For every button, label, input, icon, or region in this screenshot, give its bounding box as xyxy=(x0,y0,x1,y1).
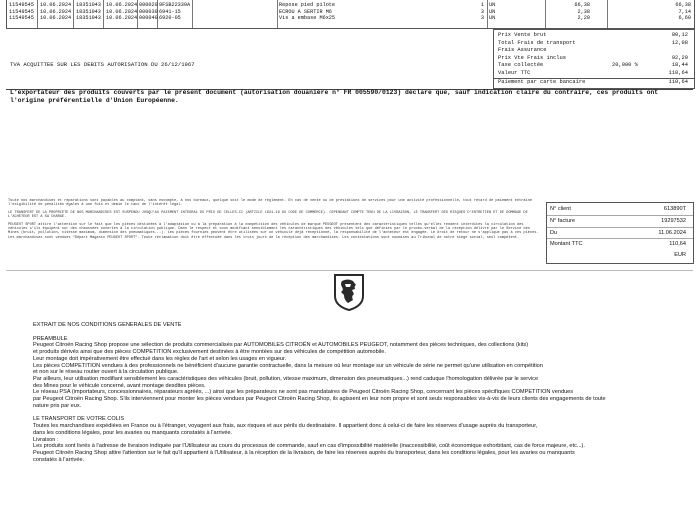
page-separator xyxy=(6,270,693,271)
totals-row xyxy=(494,40,694,47)
totals-label: Valeur TTC xyxy=(498,70,531,76)
totals-label: Total Frais de transport xyxy=(498,39,576,46)
totals-label: Paiement par carte bancaire xyxy=(498,78,586,85)
totals-row xyxy=(494,32,694,39)
line-cell-date-bl: 10.06.2024 xyxy=(40,2,72,8)
reference-label: N° facture xyxy=(550,218,575,225)
reference-label: Montant TTC xyxy=(550,241,583,248)
reference-value: 11.06.2024 xyxy=(658,229,686,236)
line-cell-cmd: 18351043 xyxy=(76,15,101,21)
reference-value: EUR xyxy=(674,251,686,258)
line-cell-pos: 000040 xyxy=(139,15,158,21)
transport-line: Toutes les marchandises expédiées en France ou à l'étranger, voyagent aux frais, aux risques et aux périls du destinataire. Il appartient donc à celui-ci de faire les réserves d'usage auprès du transporteur, xyxy=(33,423,538,430)
line-cell-price: 2,38 xyxy=(577,8,590,15)
totals-value: 18,44 xyxy=(671,62,688,69)
totals-label: Taxe collectée xyxy=(498,62,544,69)
line-cell-total: 6,60 xyxy=(678,15,691,21)
line-cell-total: 66,38 xyxy=(675,2,691,8)
line-cell-designation: Repose pied pilote xyxy=(279,2,336,8)
transport-line: dans les conditions légales, pour les avaries ou manquants constatés à l'arrivée. xyxy=(33,429,233,436)
totals-value: 92,20 xyxy=(671,54,688,61)
totals-label: Frais Assurance xyxy=(498,47,547,54)
preamble-line: nature pris par eux. xyxy=(33,402,82,409)
export-declaration: L'exportateur des produits couverts par le présent document (autorisation douanière n° FR 005590/0123) déclare que, sauf indication claire du contraire, ces produits ont l'origine préférentielle d'Union Européenne. xyxy=(10,89,659,104)
line-cell-ref: 9FSB22339A xyxy=(159,2,191,8)
invoice-lines-table xyxy=(6,0,695,29)
reference-label: Du xyxy=(550,229,558,236)
line-cell-date-bl: 10.06.2024 xyxy=(40,15,72,21)
line-cell-date-cmd: 10.06.2024 xyxy=(106,15,138,21)
preamble-line: Peugeot Citroën Racing Shop propose une sélection de produits commercialisés par AUTOMOBILES CITROËN et AUTOMOBILES PEUGEOT, notamment des pièces techniques, des collections (kits) xyxy=(33,342,529,349)
reference-row xyxy=(547,215,693,226)
reference-value: 110,64 xyxy=(669,241,686,248)
fine-print-paragraph: LE TRANSFERT DE LA PROPRIETE DE NOS MARCHANDISES EST SUSPENDU JUSQU'AU PAIEMENT INTEGRAL DU PRIX DE CELLES-CI (ARTICLE L624-16 DU CODE DE COMMERCE). CEPENDANT COMPTE TENU DE LA LIVRAISON, LE TRANSFERT DES RISQUES D'ENTRETIEN ET DE DOMMAGE DE L'ACHETEUR EST A SA CHARGE. xyxy=(8,210,528,220)
line-cell-designation: ECROU A SERTIR M6 xyxy=(279,8,332,15)
line-cell-unit: UN xyxy=(489,15,496,21)
transport-heading: LE TRANSPORT DE VOTRE COLIS xyxy=(33,416,125,423)
reference-label: N° client xyxy=(550,206,571,212)
line-cell-qty: 1 xyxy=(480,2,484,8)
reference-value: 19297532 xyxy=(661,218,686,225)
totals-label: Prix Vte Frais inclus xyxy=(498,54,566,61)
totals-label: Prix Vente brut xyxy=(498,32,547,38)
reference-value: 613890T xyxy=(663,206,686,212)
preamble-line: Les pièces COMPETITION vendues à des professionnels ne bénéficient d'aucune garantie contractuelle, dans la mesure où leur montage sur un véhicule de série ne permet qu'une utilisation en compétition xyxy=(33,362,543,369)
line-cell-price: 2,20 xyxy=(577,15,590,21)
preamble-line: et produits dérivés ainsi que des pièces COMPETITION exclusivement destinées à être montées sur des véhicules de compétition automobile. xyxy=(33,349,386,356)
line-cell-unit: UN xyxy=(489,2,496,8)
reference-row xyxy=(547,227,693,238)
transport-line: Les produits sont livrés à l'adresse de livraison indiquée par l'Utilisateur au cours du processus de commande, sauf en cas d'impossibilité matérielle (inaccessibilité, coût économique exhorbitant, cas de force majeure, etc...). xyxy=(33,443,585,450)
line-cell-date-bl: 10.06.2024 xyxy=(40,8,72,15)
preamble-heading: PREAMBULE xyxy=(33,335,68,342)
preamble-line: et non sur le réseau routier ouvert à la circulation publique. xyxy=(33,369,179,376)
fine-print-paragraph: PEUGEOT SPORT attire l'attention sur le fait que les pièces destinées à l'adaptation ou à la préparation à la compétition des véhicules de marque PEUGEOT présentent des caractéristiques telles qu'elles rendent interdites la circulation des véhicules s'ils équipent sur des chaussées ouvertes à la circulation publique. Dans le respect et sous modifiant sensiblement les caractéristiques des véhicules tels que définies par le procès-verbal de la réception délivré par le Service des Mines (bruit, pollution, vitesse maximum, dimension des pneumatiques...). Les pièces fournies peuvent être utilisées sur un véhicule déjà réceptionné, la responsabilité de l'acheteur est engagée. Le droit de retour ne s'applique pas à ces pièces. Les marchandises sont vendues "Départ Magasin PEUGEOT SPORT". Toute réclamation doit être effectuée dans les trois jours de la réception des marchandises. Les contestations sont soumises au Tribunal de notre siège social, seul compétent. xyxy=(8,222,539,240)
transport-line: constatés à l'arrivée. xyxy=(33,456,85,463)
fine-print-paragraph: Toute nos marchandises et réparations sont payables au comptant, sans escompte, à nos bureaux, quelque soit le mode de règlement. En cas de vente ou de prestations de services pour une activité professionnelle, tout retard de paiement entraîne l'exigibilité de pénalités égales à une fois et demie le taux de l'intérêt légal. xyxy=(8,199,533,208)
line-cell-ref: 6920-05 xyxy=(159,15,181,21)
preamble-line: Leur montage doit impérativement être effectué dans les règles de l'art et selon les usages en vigueur. xyxy=(33,355,287,362)
line-cell-unit: UN xyxy=(489,8,496,15)
payment-terms-fine-print xyxy=(8,199,542,243)
line-cell-bl: 11549545 xyxy=(9,8,34,15)
totals-mid: 20,000 % xyxy=(612,62,638,69)
invoice-reference-box xyxy=(546,202,694,264)
line-cell-date-cmd: 10.06.2024 xyxy=(106,8,138,15)
totals-row xyxy=(494,70,694,77)
line-cell-cmd: 18351043 xyxy=(76,8,101,15)
line-cell-qty: 3 xyxy=(480,8,484,15)
totals-row xyxy=(494,62,694,69)
totals-row xyxy=(494,78,694,86)
line-cell-bl: 11549545 xyxy=(9,15,34,21)
line-cell-bl: 11549545 xyxy=(9,2,34,8)
tva-note: TVA ACQUITTEE SUR LES DEBITS AUTORISATION DU 26/12/1967 xyxy=(10,61,195,68)
preamble-line: Le réseau PSA (importateurs, concessionnaires, réparateurs agréés, ...) ainsi que les préparateurs ne sont pas mandataires de Peugeot Citroën Racing Shop, concernant les pièces spécifiques COMPETITION vendues xyxy=(33,389,574,396)
totals-value: 110,64 xyxy=(668,70,688,76)
line-cell-date-cmd: 10.06.2024 xyxy=(106,2,138,8)
line-cell-ref: 6941-15 xyxy=(159,8,181,15)
transport-line: Peugeot Citroën Racing Shop attire l'attention sur le fait qu'il appartient à l'Utilisateur, à la réception de la livraison, de faire les réserves auprès du transporteur, dans les conditions légales, pour les avaries ou manquants xyxy=(33,449,575,456)
peugeot-lion-logo-icon xyxy=(329,272,369,312)
preamble-line: Par ailleurs, leur utilisation modifiant sensiblement les caractéristiques des véhicules (bruit, pollution, vitesse maximum, dimension des pneumatiques...) rend caduque l'homologation délivrée par le service xyxy=(33,375,539,382)
line-cell-cmd: 18351043 xyxy=(76,2,101,8)
totals-value: 110,64 xyxy=(668,78,688,85)
reference-row xyxy=(547,238,693,249)
preamble-line: des Mines pour le véhicule concerné, avant montage desdites pièces. xyxy=(33,382,206,389)
totals-row xyxy=(494,47,694,54)
reference-row xyxy=(547,204,693,214)
line-cell-total: 7,14 xyxy=(678,8,691,15)
terms-of-sale-extract xyxy=(33,322,673,463)
totals-box xyxy=(493,29,695,89)
totals-row xyxy=(494,55,694,62)
preamble-line: par Peugeot Citroën Racing Shop. S'ils interviennent pour monter les pièces vendues par Peugeot Citroën Racing Shop, ils agissent en leur nom propre et sont seuls responsables vis-à-vis de leurs clients des engagements de toute xyxy=(33,396,606,403)
line-cell-pos: 000020 xyxy=(139,2,158,8)
reference-row xyxy=(547,250,693,260)
transport-line: Livraison : xyxy=(33,436,59,443)
totals-value: 12,08 xyxy=(671,39,688,46)
invoice-line-row xyxy=(7,15,694,22)
line-cell-qty: 3 xyxy=(480,15,484,21)
line-cell-designation: Vis a embase M6x25 xyxy=(279,15,336,21)
line-cell-price: 66,38 xyxy=(574,2,590,8)
line-cell-pos: 000030 xyxy=(139,8,158,15)
conditions-title: EXTRAIT DE NOS CONDITIONS GENERALES DE VENTE xyxy=(33,322,182,328)
totals-value: 80,12 xyxy=(671,32,688,38)
